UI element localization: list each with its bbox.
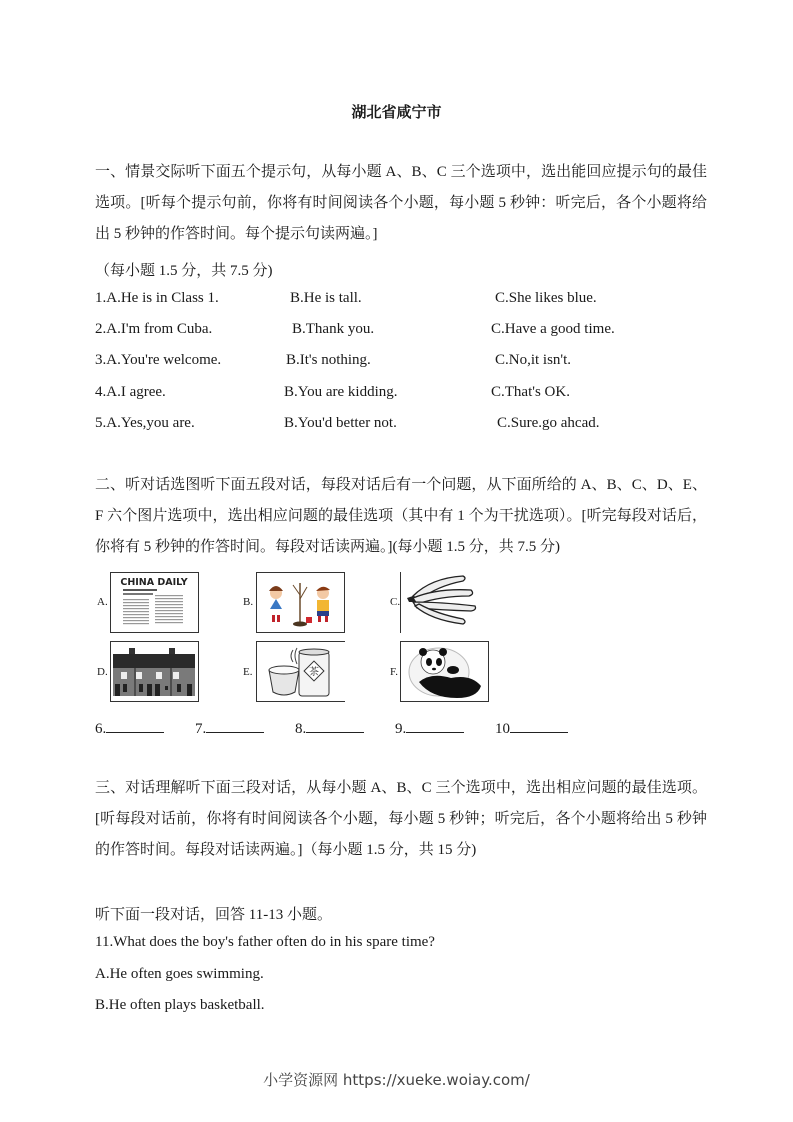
option-a: 3.A.You're welcome.	[95, 352, 222, 368]
option-c: C.That's OK.	[491, 384, 570, 400]
picture-label-d: D.	[97, 666, 108, 678]
option-a: A.He often goes swimming.	[95, 966, 264, 982]
answer-blank-10[interactable]	[510, 718, 568, 733]
panda-image	[400, 641, 489, 702]
picture-label-e: E.	[243, 666, 253, 678]
option-b: B.He is tall.	[290, 290, 362, 306]
answer-blank-6[interactable]	[106, 718, 164, 733]
answer-blank-8[interactable]	[306, 718, 364, 733]
answer-blank-9[interactable]	[406, 718, 464, 733]
planting-tree-image	[256, 572, 345, 633]
section1-instructions: 一、情景交际听下面五个提示句，从每小题 A、B、C 三个选项中，选出能回应提示句的最佳选项。[听每个提示句前，你将有时间阅读各个小题，每小题 5 秒钟：听完后，各个小题将给出 5 秒钟的作答时间。每个提示句读两遍。]	[95, 164, 707, 242]
question-11: 11.What does the boy's father often do in his spare time?	[95, 934, 435, 950]
option-a: 1.A.He is in Class 1.	[95, 290, 219, 306]
picture-label-f: F.	[390, 666, 398, 678]
option-b: B.He often plays basketball.	[95, 997, 265, 1013]
tea-character: 茶	[309, 667, 319, 678]
blank-label: 9.	[395, 721, 407, 737]
section3-instructions: 三、对话理解听下面三段对话，从每小题 A、B、C 三个选项中，选出相应问题的最佳选项。[听每段对话前，你将有时间阅读各个小题，每小题 5 秒钟；听完后，各个小题将给出 5 秒钟的作答时间。每段对话读两遍。]（每小题 1.5 分，共 15 分)	[95, 780, 707, 858]
option-c: C.Have a good time.	[491, 321, 615, 337]
option-c: C.She likes blue.	[495, 290, 597, 306]
blank-label: 6.	[95, 721, 107, 737]
option-b: B.Thank you.	[292, 321, 375, 337]
section1-score: （每小题 1.5 分，共 7.5 分)	[95, 263, 273, 279]
blank-label: 7.	[195, 721, 207, 737]
bananas-image	[400, 572, 489, 633]
building-image	[110, 641, 199, 702]
picture-label-a: A.	[97, 596, 108, 608]
section3-intro: 听下面一段对话，回答 11-13 小题。	[95, 907, 332, 923]
answer-blank-7[interactable]	[206, 718, 264, 733]
option-a: 5.A.Yes,you are.	[95, 415, 195, 431]
option-c: C.No,it isn't.	[495, 352, 572, 368]
option-b: B.You'd better not.	[284, 415, 397, 431]
picture-label-b: B.	[243, 596, 254, 608]
footer-watermark: 小学资源网 https://xueke.woiay.com/	[263, 1071, 530, 1089]
option-b: B.You are kidding.	[284, 384, 398, 400]
page-title: 湖北省咸宁市	[351, 103, 442, 121]
section2-instructions: 二、听对话选图听下面五段对话，每段对话后有一个问题，从下面所给的 A、B、C、D、E、F 六个图片选项中，选出相应问题的最佳选项（其中有 1 个为干扰选项）。[听完每段对话后，你将有 5 秒钟的作答时间。每段对话读两遍。](每小题 1.5 分，共 7.5 分)	[95, 477, 707, 555]
option-b: B.It's nothing.	[286, 352, 371, 368]
blank-label: 10	[495, 721, 510, 737]
blank-label: 8.	[295, 721, 307, 737]
newspaper-image	[110, 572, 199, 633]
picture-label-c: C.	[390, 596, 401, 608]
tea-image	[256, 641, 345, 702]
option-a: 2.A.I'm from Cuba.	[95, 321, 213, 337]
option-c: C.Sure.go ahcad.	[497, 415, 600, 431]
newspaper-masthead: CHINA DAILY	[120, 577, 188, 588]
option-a: 4.A.I agree.	[95, 384, 166, 400]
